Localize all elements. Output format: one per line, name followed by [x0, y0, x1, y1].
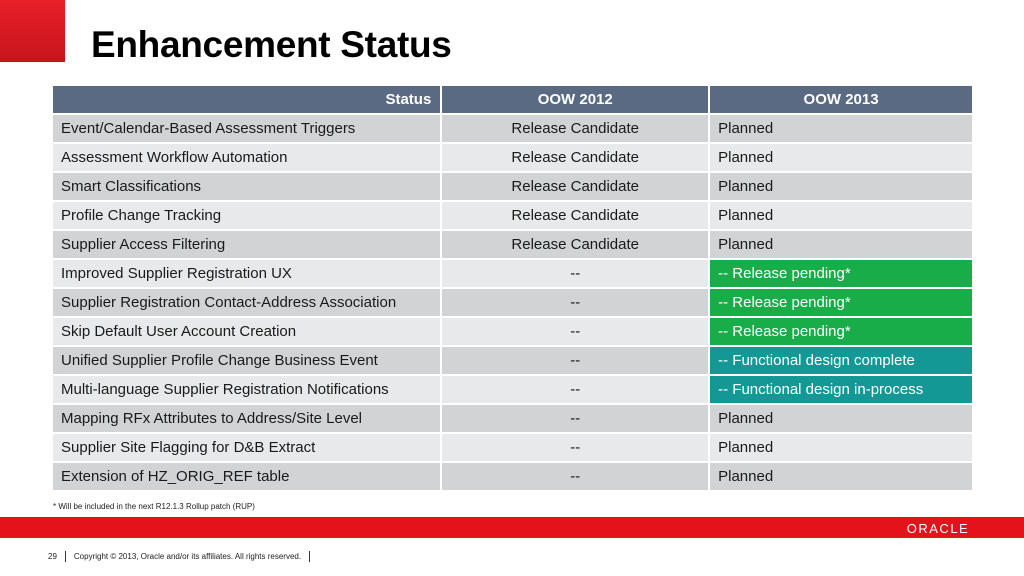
copyright-text: Copyright © 2013, Oracle and/or its affiliates. All rights reserved. [73, 552, 302, 561]
oow2012-cell: -- [442, 376, 710, 405]
oow2013-cell-release-pending: -- Release pending* [710, 289, 972, 318]
oow2013-cell-design: -- Functional design complete [710, 347, 972, 376]
table-row [53, 376, 972, 405]
oow2012-cell: -- [442, 347, 710, 376]
oow2013-cell: Planned [710, 434, 972, 463]
oracle-logo-text: ORACLE [906, 521, 970, 536]
oow2012-cell: Release Candidate [442, 231, 710, 260]
oow2012-cell: Release Candidate [442, 202, 710, 231]
table-row [53, 463, 972, 492]
header-oow-2012: OOW 2012 [442, 86, 710, 115]
oow2012-cell: -- [442, 463, 710, 492]
table-row [53, 173, 972, 202]
oow2013-cell: Planned [710, 405, 972, 434]
oow2013-cell: Planned [710, 463, 972, 492]
feature-cell: Improved Supplier Registration UX [53, 260, 442, 289]
feature-cell: Unified Supplier Profile Change Business Event [53, 347, 442, 376]
table-row [53, 405, 972, 434]
table-header-row [53, 86, 972, 115]
feature-cell: Supplier Registration Contact-Address Association [53, 289, 442, 318]
footer-divider-end [309, 551, 310, 562]
footnote: * Will be included in the next R12.1.3 Rollup patch (RUP) [53, 502, 255, 511]
enhancement-status-table [53, 86, 972, 492]
feature-cell: Smart Classifications [53, 173, 442, 202]
footer-divider [65, 551, 66, 562]
feature-cell: Supplier Site Flagging for D&B Extract [53, 434, 442, 463]
oow2012-cell: -- [442, 289, 710, 318]
header-status: Status [53, 86, 442, 115]
feature-cell: Mapping RFx Attributes to Address/Site Level [53, 405, 442, 434]
oow2013-cell-release-pending: -- Release pending* [710, 260, 972, 289]
oow2013-cell-design: -- Functional design in-process [710, 376, 972, 405]
feature-cell: Supplier Access Filtering [53, 231, 442, 260]
table-row [53, 260, 972, 289]
oow2013-cell: Planned [710, 144, 972, 173]
oow2013-cell: Planned [710, 231, 972, 260]
header-oow-2013: OOW 2013 [710, 86, 972, 115]
table-row [53, 202, 972, 231]
brand-red-band [0, 517, 1024, 538]
oow2013-cell: Planned [710, 173, 972, 202]
table-row [53, 144, 972, 173]
oow2013-cell-release-pending: -- Release pending* [710, 318, 972, 347]
table-body [53, 115, 972, 492]
oow2012-cell: -- [442, 434, 710, 463]
feature-cell: Assessment Workflow Automation [53, 144, 442, 173]
table-row [53, 231, 972, 260]
table-row [53, 347, 972, 376]
oow2013-cell: Planned [710, 202, 972, 231]
oracle-logo [898, 518, 978, 538]
feature-cell: Multi-language Supplier Registration Notifications [53, 376, 442, 405]
oow2013-cell: Planned [710, 115, 972, 144]
feature-cell: Skip Default User Account Creation [53, 318, 442, 347]
feature-cell: Profile Change Tracking [53, 202, 442, 231]
table-row [53, 115, 972, 144]
feature-cell: Extension of HZ_ORIG_REF table [53, 463, 442, 492]
oow2012-cell: -- [442, 318, 710, 347]
feature-cell: Event/Calendar-Based Assessment Triggers [53, 115, 442, 144]
table-row [53, 434, 972, 463]
slide-footer [48, 551, 318, 562]
oow2012-cell: -- [442, 405, 710, 434]
page-number: 29 [48, 552, 57, 561]
table-row [53, 289, 972, 318]
oow2012-cell: Release Candidate [442, 173, 710, 202]
oow2012-cell: Release Candidate [442, 144, 710, 173]
table-row [53, 318, 972, 347]
slide-title: Enhancement Status [91, 24, 452, 65]
brand-red-square [0, 0, 65, 62]
oow2012-cell: Release Candidate [442, 115, 710, 144]
oow2012-cell: -- [442, 260, 710, 289]
